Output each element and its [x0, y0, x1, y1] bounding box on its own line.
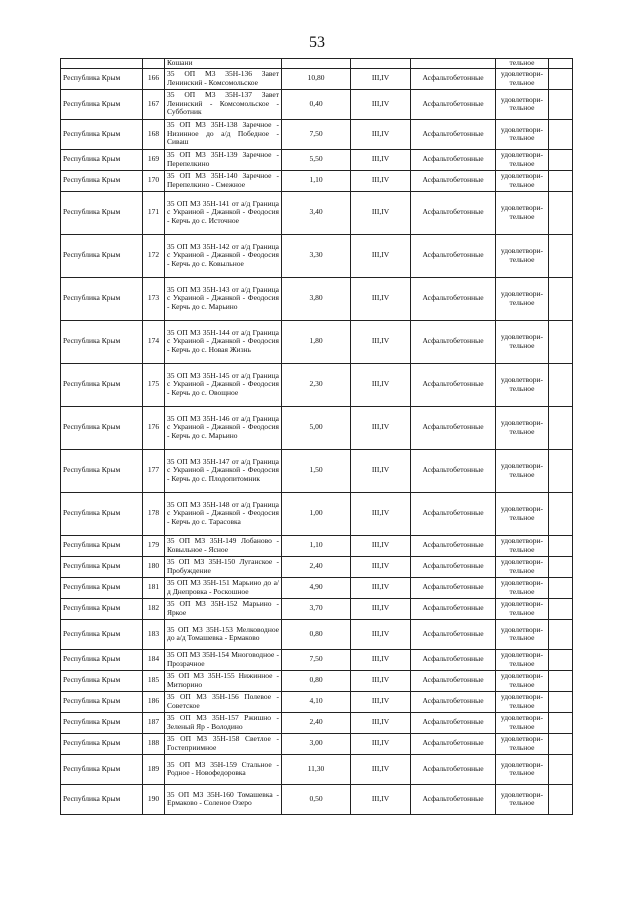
- cell-length: 1,50: [282, 449, 351, 492]
- cell-surface: Асфальтобетонные: [411, 406, 496, 449]
- cell-extra: [549, 234, 573, 277]
- cell-condition: удовлетвори-тельное: [496, 670, 549, 691]
- table-row: [61, 234, 573, 277]
- cell-road-name: 35 ОП М3 35Н-147 от а/д Граница с Украиной - Джанкой - Феодосия - Керчь до с. Плодопитомник: [165, 449, 282, 492]
- cell-extra: [549, 784, 573, 814]
- cell-length: 2,40: [282, 712, 351, 733]
- cell-condition: тельное: [496, 59, 549, 69]
- cell-condition: удовлетвори-тельное: [496, 733, 549, 754]
- cell-region: Республика Крым: [61, 649, 143, 670]
- cell-number: 182: [143, 598, 165, 619]
- cell-length: 5,50: [282, 149, 351, 170]
- cell-category: III,IV: [351, 149, 411, 170]
- table-row: [61, 68, 573, 89]
- cell-extra: [549, 449, 573, 492]
- cell-road-name: 35 ОП М3 35Н-152 Марьино - Яркое: [165, 598, 282, 619]
- cell-category: III,IV: [351, 649, 411, 670]
- cell-road-name: 35 ОП М3 35Н-138 Заречное - Низинное до а/д Победное - Сиваш: [165, 119, 282, 149]
- cell-road-name: 35 ОП М3 35Н-144 от а/д Граница с Украиной - Джанкой - Феодосия - Керчь до с. Новая Жизнь: [165, 320, 282, 363]
- cell-condition: удовлетвори-тельное: [496, 649, 549, 670]
- cell-number: 187: [143, 712, 165, 733]
- cell-length: 1,00: [282, 492, 351, 535]
- cell-extra: [549, 649, 573, 670]
- cell-length: 7,50: [282, 649, 351, 670]
- cell-length: 1,10: [282, 170, 351, 191]
- cell-region: Республика Крым: [61, 598, 143, 619]
- cell-region: [61, 59, 143, 69]
- table-row: [61, 149, 573, 170]
- table-row: [61, 119, 573, 149]
- cell-length: 3,00: [282, 733, 351, 754]
- cell-number: 177: [143, 449, 165, 492]
- cell-road-name: 35 ОП М3 35Н-150 Луганское - Пробуждение: [165, 556, 282, 577]
- cell-length: 10,80: [282, 68, 351, 89]
- table-row: [61, 754, 573, 784]
- cell-condition: удовлетвори-тельное: [496, 535, 549, 556]
- cell-category: III,IV: [351, 277, 411, 320]
- page-number: 53: [309, 34, 325, 51]
- cell-number: 180: [143, 556, 165, 577]
- cell-extra: [549, 149, 573, 170]
- cell-extra: [549, 406, 573, 449]
- cell-category: III,IV: [351, 691, 411, 712]
- cell-length: 3,80: [282, 277, 351, 320]
- cell-category: III,IV: [351, 320, 411, 363]
- cell-category: III,IV: [351, 712, 411, 733]
- cell-road-name: 35 ОП М3 35Н-146 от а/д Граница с Украиной - Джанкой - Феодосия - Керчь до с. Марьино: [165, 406, 282, 449]
- cell-number: 166: [143, 68, 165, 89]
- cell-region: Республика Крым: [61, 234, 143, 277]
- table-row: [61, 320, 573, 363]
- cell-number: 188: [143, 733, 165, 754]
- cell-extra: [549, 170, 573, 191]
- cell-number: 183: [143, 619, 165, 649]
- cell-category: III,IV: [351, 784, 411, 814]
- cell-number: 184: [143, 649, 165, 670]
- cell-category: III,IV: [351, 89, 411, 119]
- cell-length: 4,90: [282, 577, 351, 598]
- roads-table-body: [61, 59, 573, 815]
- table-row: [61, 191, 573, 234]
- cell-number: 167: [143, 89, 165, 119]
- cell-road-name: 35 ОП М3 35Н-153 Мелководное до а/д Томашевка - Ермаково: [165, 619, 282, 649]
- cell-condition: удовлетвори-тельное: [496, 320, 549, 363]
- cell-number: 171: [143, 191, 165, 234]
- cell-extra: [549, 363, 573, 406]
- cell-extra: [549, 691, 573, 712]
- cell-extra: [549, 712, 573, 733]
- cell-surface: Асфальтобетонные: [411, 170, 496, 191]
- cell-region: Республика Крым: [61, 670, 143, 691]
- cell-extra: [549, 492, 573, 535]
- cell-region: Республика Крым: [61, 320, 143, 363]
- cell-surface: Асфальтобетонные: [411, 784, 496, 814]
- cell-surface: Асфальтобетонные: [411, 119, 496, 149]
- cell-category: III,IV: [351, 119, 411, 149]
- cell-condition: удовлетвори-тельное: [496, 754, 549, 784]
- cell-extra: [549, 68, 573, 89]
- cell-surface: Асфальтобетонные: [411, 191, 496, 234]
- cell-road-name: 35 ОП М3 35Н-142 от а/д Граница с Украиной - Джанкой - Феодосия - Керчь до с. Ковыльное: [165, 234, 282, 277]
- cell-surface: Асфальтобетонные: [411, 89, 496, 119]
- cell-road-name: 35 ОП М3 35Н-159 Стальное - Родное - Новофедоровка: [165, 754, 282, 784]
- cell-road-name: 35 ОП М3 35Н-148 от а/д Граница с Украиной - Джанкой - Феодосия - Керчь до с. Тарасовка: [165, 492, 282, 535]
- cell-surface: Асфальтобетонные: [411, 598, 496, 619]
- cell-road-name: 35 ОП М3 35Н-154 Многоводное - Прозрачное: [165, 649, 282, 670]
- cell-category: III,IV: [351, 449, 411, 492]
- cell-number: 190: [143, 784, 165, 814]
- cell-category: III,IV: [351, 598, 411, 619]
- cell-extra: [549, 598, 573, 619]
- cell-surface: Асфальтобетонные: [411, 733, 496, 754]
- table-row: [61, 535, 573, 556]
- cell-surface: Асфальтобетонные: [411, 754, 496, 784]
- cell-region: Республика Крым: [61, 191, 143, 234]
- cell-extra: [549, 556, 573, 577]
- cell-category: III,IV: [351, 754, 411, 784]
- cell-length: 3,30: [282, 234, 351, 277]
- table-row: [61, 492, 573, 535]
- cell-region: Республика Крым: [61, 619, 143, 649]
- table-row: [61, 784, 573, 814]
- cell-extra: [549, 89, 573, 119]
- cell-length: 4,10: [282, 691, 351, 712]
- table-row: [61, 619, 573, 649]
- cell-number: 172: [143, 234, 165, 277]
- cell-length: 5,00: [282, 406, 351, 449]
- cell-road-name: 35 ОП М3 35Н-151 Марьино до а/д Днепровка - Роскошное: [165, 577, 282, 598]
- cell-length: 7,50: [282, 119, 351, 149]
- cell-category: III,IV: [351, 191, 411, 234]
- cell-surface: Асфальтобетонные: [411, 234, 496, 277]
- cell-road-name: 35 ОП М3 35Н-140 Заречное - Перепелкино - Смежное: [165, 170, 282, 191]
- cell-surface: Асфальтобетонные: [411, 277, 496, 320]
- table-row: [61, 449, 573, 492]
- cell-surface: Асфальтобетонные: [411, 320, 496, 363]
- cell-region: Республика Крым: [61, 784, 143, 814]
- table-row: [61, 277, 573, 320]
- table-row: [61, 406, 573, 449]
- cell-surface: Асфальтобетонные: [411, 492, 496, 535]
- cell-extra: [549, 619, 573, 649]
- cell-region: Республика Крым: [61, 119, 143, 149]
- cell-category: III,IV: [351, 68, 411, 89]
- cell-condition: удовлетвори-тельное: [496, 492, 549, 535]
- table-row: [61, 691, 573, 712]
- cell-number: 175: [143, 363, 165, 406]
- cell-extra: [549, 535, 573, 556]
- cell-road-name: 35 ОП М3 35Н-156 Полевое - Советское: [165, 691, 282, 712]
- cell-condition: удовлетвори-тельное: [496, 577, 549, 598]
- cell-condition: удовлетвори-тельное: [496, 556, 549, 577]
- cell-extra: [549, 754, 573, 784]
- cell-road-name: 35 ОП М3 35Н-137 Завет Ленинский - Комсомольское - Субботник: [165, 89, 282, 119]
- cell-condition: удовлетвори-тельное: [496, 234, 549, 277]
- cell-number: 173: [143, 277, 165, 320]
- cell-extra: [549, 577, 573, 598]
- cell-number: 179: [143, 535, 165, 556]
- cell-number: 185: [143, 670, 165, 691]
- table-row: [61, 89, 573, 119]
- cell-condition: удовлетвори-тельное: [496, 89, 549, 119]
- cell-region: Республика Крым: [61, 277, 143, 320]
- cell-category: III,IV: [351, 406, 411, 449]
- cell-surface: Асфальтобетонные: [411, 691, 496, 712]
- cell-category: III,IV: [351, 619, 411, 649]
- cell-region: Республика Крым: [61, 68, 143, 89]
- cell-road-name: 35 ОП М3 35Н-141 от а/д Граница с Украиной - Джанкой - Феодосия - Керчь до с. Источное: [165, 191, 282, 234]
- table-row: [61, 712, 573, 733]
- cell-region: Республика Крым: [61, 556, 143, 577]
- cell-number: 189: [143, 754, 165, 784]
- cell-condition: удовлетвори-тельное: [496, 68, 549, 89]
- cell-road-name: 35 ОП М3 35Н-139 Заречное - Перепелкино: [165, 149, 282, 170]
- cell-condition: удовлетвори-тельное: [496, 119, 549, 149]
- cell-surface: Асфальтобетонные: [411, 619, 496, 649]
- cell-surface: Асфальтобетонные: [411, 577, 496, 598]
- cell-length: 1,80: [282, 320, 351, 363]
- cell-condition: удовлетвори-тельное: [496, 619, 549, 649]
- cell-region: Республика Крым: [61, 406, 143, 449]
- cell-category: III,IV: [351, 234, 411, 277]
- cell-road-name: 35 ОП М3 35Н-136 Завет Ленинский - Комсомольское: [165, 68, 282, 89]
- cell-condition: удовлетвори-тельное: [496, 170, 549, 191]
- cell-extra: [549, 191, 573, 234]
- cell-surface: Асфальтобетонные: [411, 670, 496, 691]
- cell-length: 11,30: [282, 754, 351, 784]
- table-row: [61, 649, 573, 670]
- cell-category: III,IV: [351, 556, 411, 577]
- cell-number: 170: [143, 170, 165, 191]
- cell-number: 168: [143, 119, 165, 149]
- cell-condition: удовлетвори-тельное: [496, 691, 549, 712]
- cell-number: 169: [143, 149, 165, 170]
- cell-region: Республика Крым: [61, 149, 143, 170]
- table-row: [61, 733, 573, 754]
- cell-extra: [549, 733, 573, 754]
- cell-category: III,IV: [351, 733, 411, 754]
- table-row: [61, 577, 573, 598]
- table-row: [61, 556, 573, 577]
- cell-road-name: 35 ОП М3 35Н-143 от а/д Граница с Украиной - Джанкой - Феодосия - Керчь до с. Марьино: [165, 277, 282, 320]
- cell-length: 0,40: [282, 89, 351, 119]
- table-row: [61, 170, 573, 191]
- cell-road-name: 35 ОП М3 35Н-157 Ржишно - Зеленый Яр - Володино: [165, 712, 282, 733]
- cell-region: Республика Крым: [61, 363, 143, 406]
- cell-length: [282, 59, 351, 69]
- cell-condition: удовлетвори-тельное: [496, 784, 549, 814]
- cell-road-name: 35 ОП М3 35Н-160 Томашевка - Ермаково - Соленое Озеро: [165, 784, 282, 814]
- cell-length: 0,80: [282, 619, 351, 649]
- cell-extra: [549, 59, 573, 69]
- cell-length: 0,80: [282, 670, 351, 691]
- cell-number: 176: [143, 406, 165, 449]
- cell-number: 174: [143, 320, 165, 363]
- cell-number: [143, 59, 165, 69]
- cell-extra: [549, 670, 573, 691]
- cell-length: 0,50: [282, 784, 351, 814]
- cell-region: Республика Крым: [61, 89, 143, 119]
- cell-category: [351, 59, 411, 69]
- cell-road-name: 35 ОП М3 35Н-145 от а/д Граница с Украиной - Джанкой - Феодосия - Керчь до с. Овощное: [165, 363, 282, 406]
- cell-category: III,IV: [351, 170, 411, 191]
- cell-number: 178: [143, 492, 165, 535]
- cell-length: 1,10: [282, 535, 351, 556]
- table-row: [61, 670, 573, 691]
- cell-length: 3,70: [282, 598, 351, 619]
- cell-region: Республика Крым: [61, 691, 143, 712]
- cell-condition: удовлетвори-тельное: [496, 149, 549, 170]
- cell-condition: удовлетвори-тельное: [496, 277, 549, 320]
- cell-extra: [549, 320, 573, 363]
- cell-category: III,IV: [351, 535, 411, 556]
- cell-category: III,IV: [351, 363, 411, 406]
- cell-category: III,IV: [351, 577, 411, 598]
- cell-length: 3,40: [282, 191, 351, 234]
- cell-region: Республика Крым: [61, 754, 143, 784]
- cell-condition: удовлетвори-тельное: [496, 449, 549, 492]
- cell-length: 2,40: [282, 556, 351, 577]
- cell-region: Республика Крым: [61, 492, 143, 535]
- cell-surface: Асфальтобетонные: [411, 68, 496, 89]
- cell-surface: Асфальтобетонные: [411, 449, 496, 492]
- cell-surface: Асфальтобетонные: [411, 712, 496, 733]
- cell-length: 2,30: [282, 363, 351, 406]
- cell-number: 186: [143, 691, 165, 712]
- cell-condition: удовлетвори-тельное: [496, 712, 549, 733]
- cell-region: Республика Крым: [61, 170, 143, 191]
- cell-region: Республика Крым: [61, 712, 143, 733]
- cell-condition: удовлетвори-тельное: [496, 406, 549, 449]
- cell-region: Республика Крым: [61, 535, 143, 556]
- cell-condition: удовлетвори-тельное: [496, 598, 549, 619]
- cell-surface: Асфальтобетонные: [411, 149, 496, 170]
- cell-category: III,IV: [351, 492, 411, 535]
- cell-road-name: Кошани: [165, 59, 282, 69]
- cell-region: Республика Крым: [61, 733, 143, 754]
- cell-condition: удовлетвори-тельное: [496, 191, 549, 234]
- cell-extra: [549, 119, 573, 149]
- cell-region: Республика Крым: [61, 577, 143, 598]
- cell-road-name: 35 ОП М3 35Н-149 Лобаново - Ковыльное - Ясное: [165, 535, 282, 556]
- cell-region: Республика Крым: [61, 449, 143, 492]
- cell-condition: удовлетвори-тельное: [496, 363, 549, 406]
- table-row: [61, 598, 573, 619]
- cell-road-name: 35 ОП М3 35Н-158 Светлое - Гостеприимное: [165, 733, 282, 754]
- cell-road-name: 35 ОП М3 35Н-155 Нижинное - Митюрино: [165, 670, 282, 691]
- cell-surface: Асфальтобетонные: [411, 649, 496, 670]
- continuation-row: [61, 59, 573, 69]
- cell-surface: Асфальтобетонные: [411, 556, 496, 577]
- cell-extra: [549, 277, 573, 320]
- cell-surface: [411, 59, 496, 69]
- cell-number: 181: [143, 577, 165, 598]
- table-row: [61, 363, 573, 406]
- cell-surface: Асфальтобетонные: [411, 363, 496, 406]
- roads-table: [60, 58, 573, 815]
- cell-surface: Асфальтобетонные: [411, 535, 496, 556]
- cell-category: III,IV: [351, 670, 411, 691]
